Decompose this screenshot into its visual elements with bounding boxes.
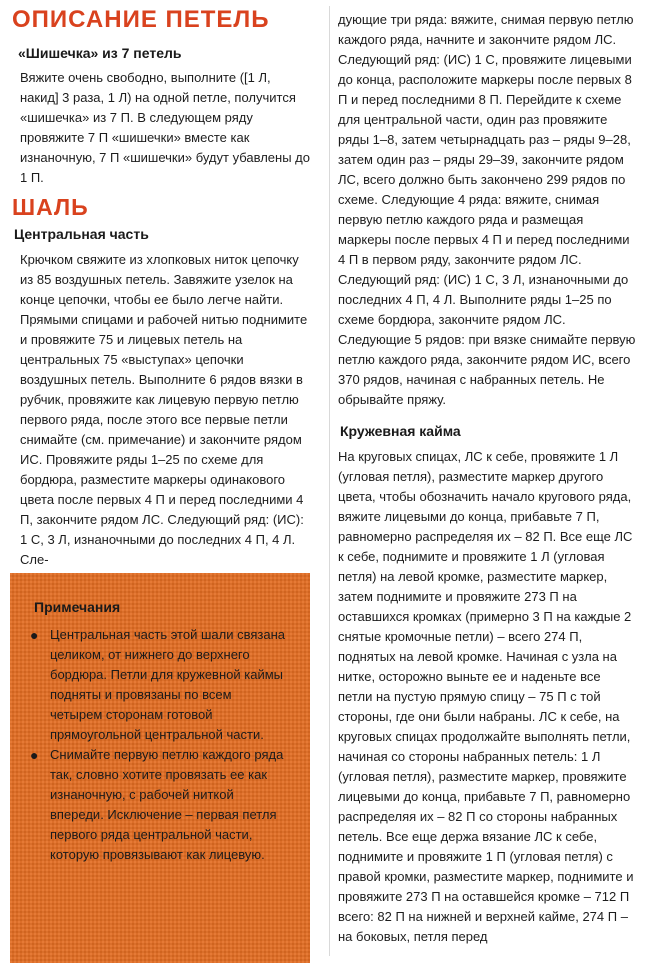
shawl-section-title: ШАЛЬ	[12, 194, 89, 220]
central-part-description: Крючком свяжите из хлопковых ниток цепочку из 85 воздушных петель. Завяжите узелок на конце цепочки, чтобы ее было легче найти. Прямыми спицами и рабочей нитью поднимите и провяжите 75 и лицевых петель на центральных 75 «выступах» цепочки воздушных петель. Выполните 6 рядов вязки в рубчик, провяжите как лицевую первую петлю первого ряда, после этого все первые петли снимайте (см. примечание) и закончите рядом ИС. Провяжите ряды 1–25 по схеме для бордюра, разместите маркеры одинакового цвета после первых 4 П и перед последними 4 П, закончите рядом ЛС. Следующий ряд: (ИС): 1 С, 3 Л, изнаночными до последних 4 П, 4 Л. Сле-	[20, 252, 308, 567]
bullet-icon: ●	[30, 747, 39, 763]
central-part-subtitle: Центральная часть	[14, 226, 149, 242]
note-item	[30, 745, 285, 865]
stitches-section-title: ОПИСАНИЕ ПЕТЕЛЬ	[12, 6, 270, 33]
note-item	[30, 625, 285, 745]
bobble-subtitle: «Шишечка» из 7 петель	[18, 45, 182, 61]
lace-edging-description: На круговых спицах, ЛС к себе, провяжите 1 Л (угловая петля), разместите маркер другого цвета, чтобы обозначить начало кругового ряда, вяжите лицевыми до конца, прибавьте 7 П, равномерно распределяя их – 82 П. Все еще ЛС к себе, поднимите и провяжите 1 Л (угловая петля) на левой кромке, разместите маркер, затем поднимите и провяжите 273 П на оставшихся кромках (примерно 3 П на каждые 2 снятые кромочные петли) – всего 274 П, поднятых на левой кромке. Начиная с узла на нитке, осторожно выньте ее и наденьте все петли на пустую прямую спицу – 75 П с той стороны, где они были набраны. ЛС к себе, на круговых спицах продолжайте выполнять петли, начиная со стороны набранных петель: 1 Л (угловая петля), разместите маркер, провяжите лицевыми до конца, прибавьте 7 П, равномерно распределяя их – 82 П со стороны набранных петель. Все еще держа вязание ЛС к себе, поднимите и провяжите 1 П (угловая петля) с правой кромки, разместите маркер, поднимите и провяжите 273 П на оставшейся кромке – 712 П всего: 82 П на нижней и верхней кайме, 274 П – на боковых, петля перед	[338, 449, 634, 944]
notes-list	[30, 625, 285, 865]
notes-title: Примечания	[34, 599, 121, 615]
lace-edging-subtitle: Кружевная кайма	[340, 423, 461, 439]
note-text: Снимайте первую петлю каждого ряда так, словно хотите провязать ее как изнаночную, с рабочей ниткой впереди. Исключение – первая петля первого ряда центральной части, которую провязывают как лицевую.	[50, 747, 284, 862]
bullet-icon: ●	[30, 627, 39, 643]
notes-box	[10, 573, 310, 963]
central-part-continued: дующие три ряда: вяжите, снимая первую петлю каждого ряда, начните и закончите рядом ЛС. Следующий ряд: (ИС) 1 С, провяжите лицевыми до конца, расположите маркеры после первых 8 П и перед последними 8 П. Перейдите к схеме для центральной части, один раз провяжите ряды 1–8, затем четырнадцать раз – ряды 9–28, затем один раз – ряды 29–39, закончите рядом ЛС, всего должно быть закончено 299 рядов по схеме. Следующие 4 ряда: вяжите, снимая первую петлю каждого ряда и размещая маркеры после первых 4 П и перед последними 4 П в первом ряду, закончите рядом ЛС. Следующий ряд: (ИС) 1 С, 3 Л, изнаночными до последних 4 П, 4 Л. Выполните ряды 1–25 по схеме бордюра, закончите рядом ЛС. Следующие 5 рядов: при вязке снимайте первую петлю каждого ряда, закончите рядом ИС, всего 370 рядов, начиная с набранных петель. Не обрывайте пряжу.	[338, 12, 636, 407]
note-text: Центральная часть этой шали связана целиком, от нижнего до верхнего бордюра. Петли для кружевной каймы подняты и провязаны по всем четырем сторонам готовой прямоугольной центральной части.	[50, 627, 285, 742]
column-divider	[329, 6, 330, 956]
bobble-description: Вяжите очень свободно, выполните ([1 Л, накид] 3 раза, 1 Л) на одной петле, получится «шишечка» из 7 П. В следующем ряду провяжите 7 П «шишечки» вместе как изнаночную, 7 П «шишечки» будут убавлены до 1 П.	[20, 70, 310, 185]
